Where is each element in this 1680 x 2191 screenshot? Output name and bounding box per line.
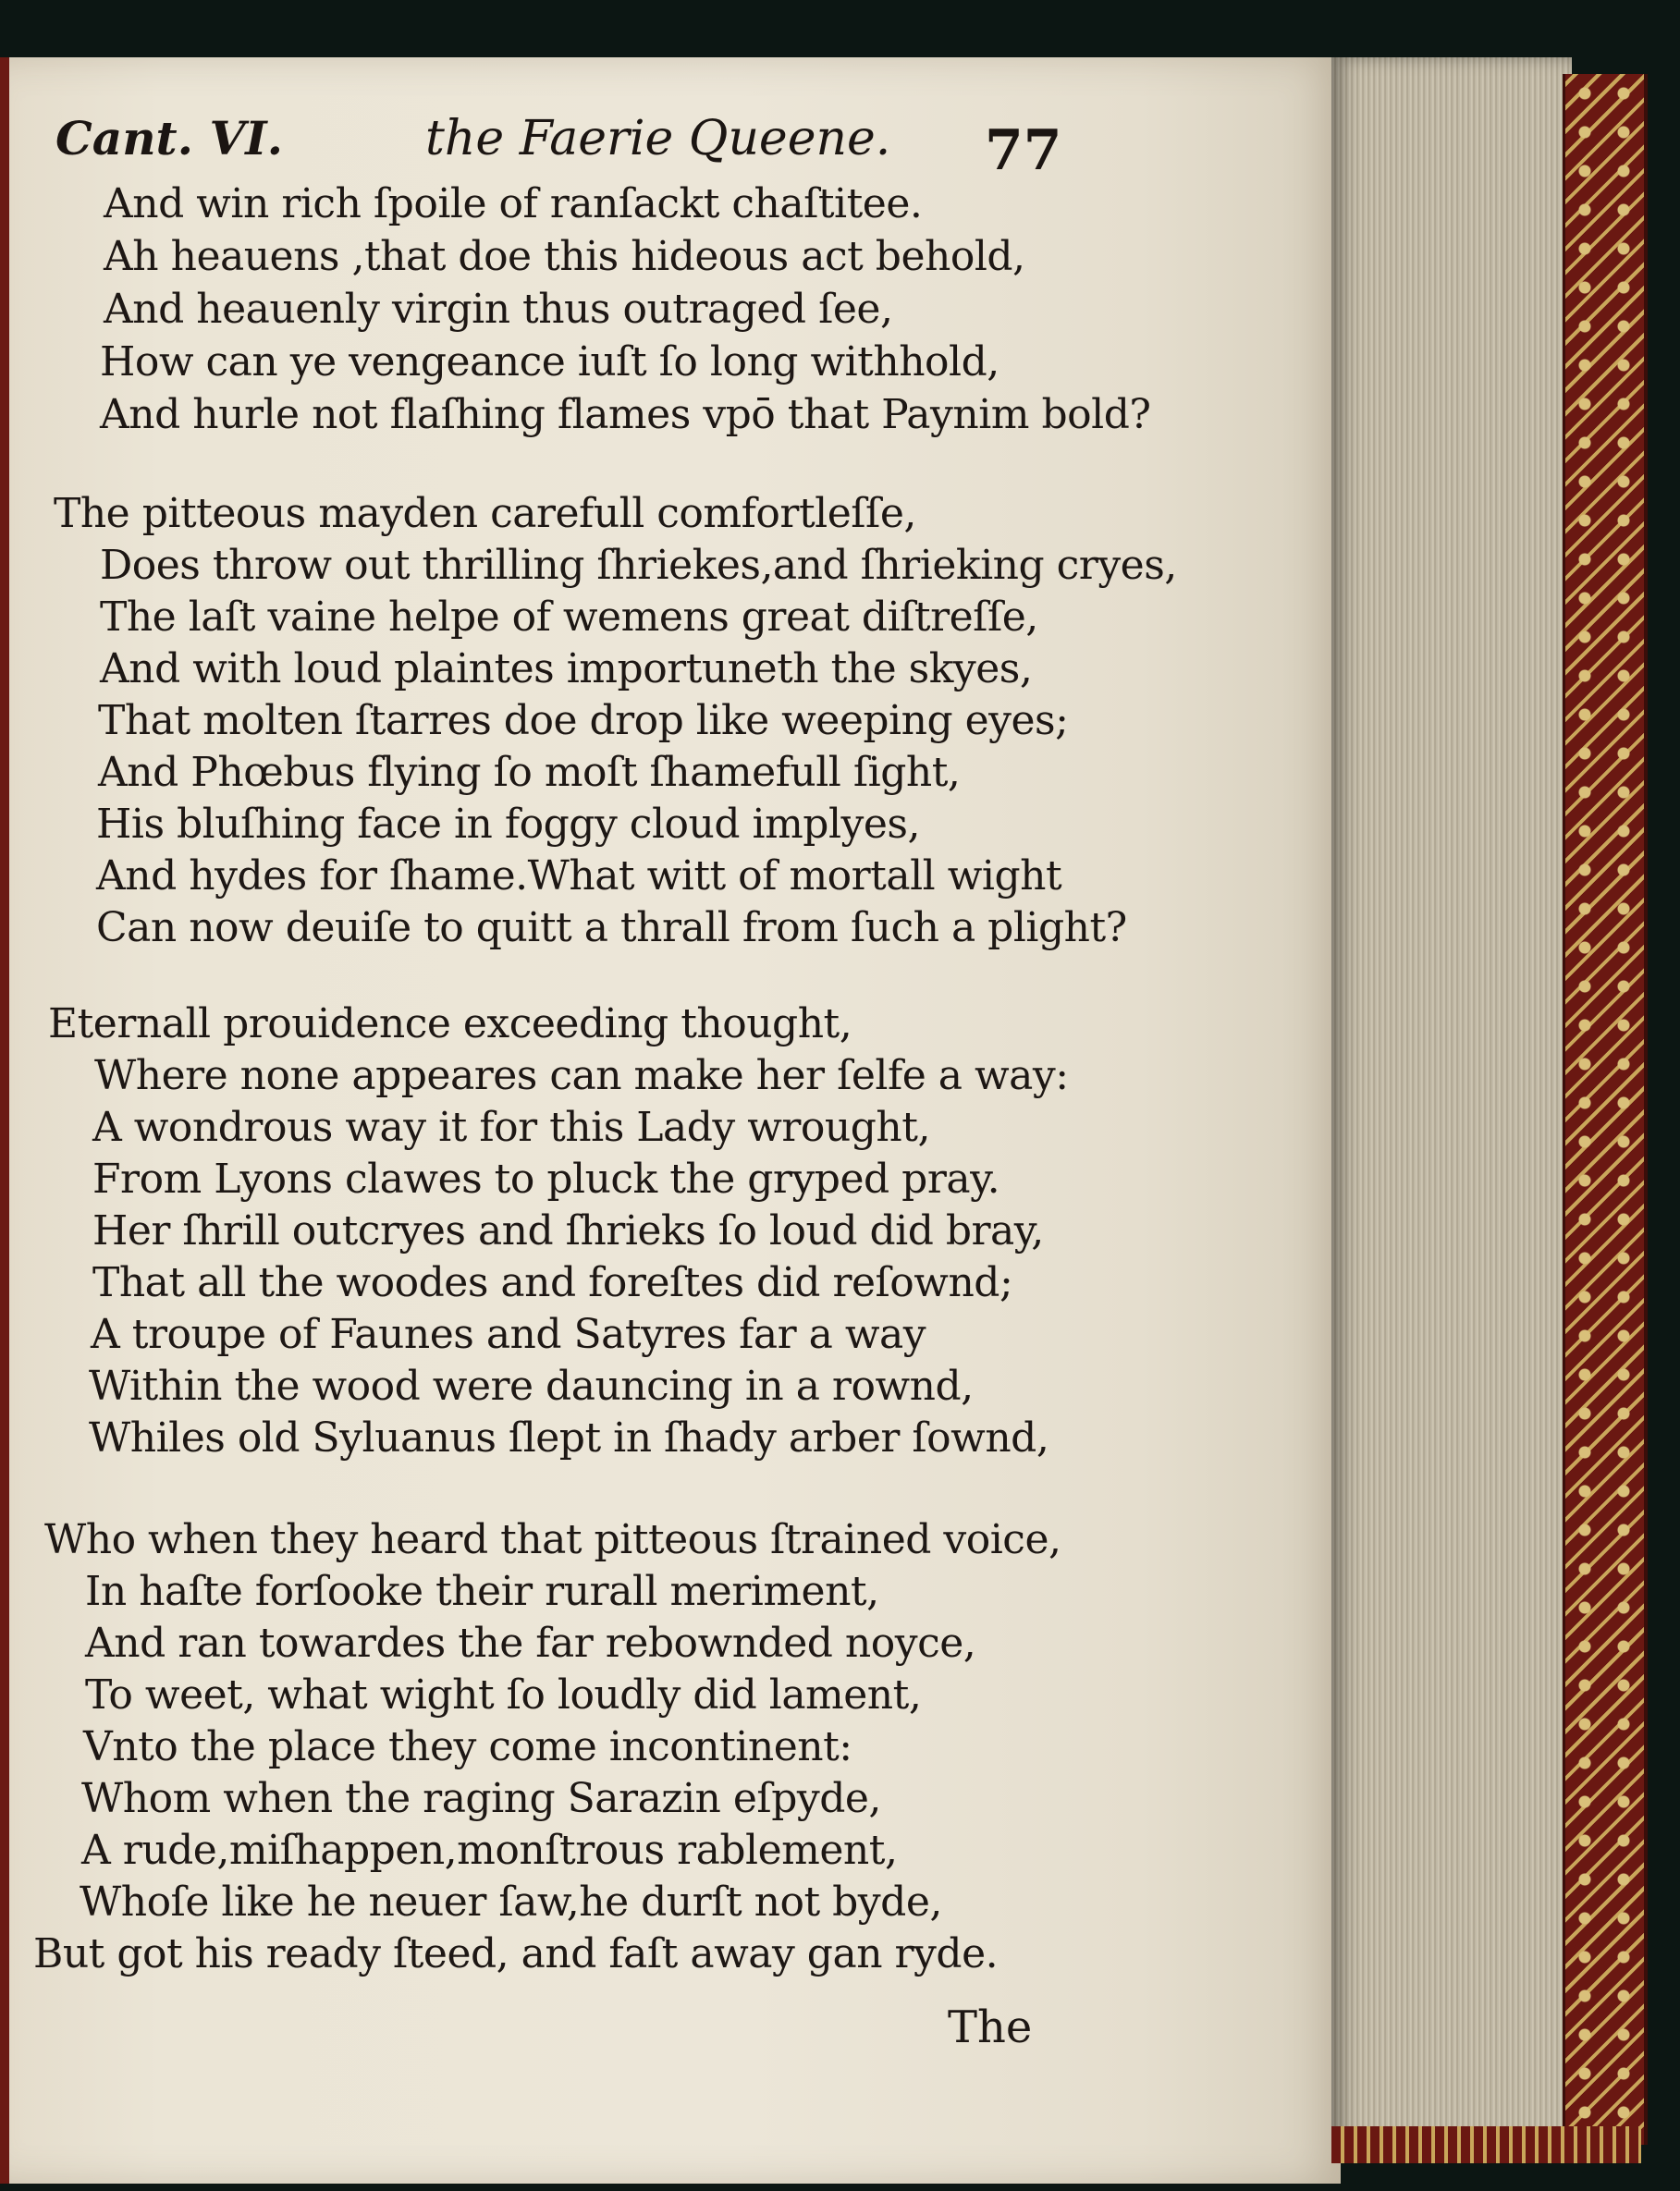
verse-line: And hurle not flaſhing flames vpō that Paynim bold? — [100, 391, 1151, 438]
verse-line: Who when they heard that pitteous ſtrained voice, — [44, 1516, 1061, 1563]
verse-line: From Lyons clawes to pluck the gryped pray. — [92, 1156, 1000, 1203]
decorative-binding-bottom — [1331, 2126, 1641, 2163]
verse-line: The laſt vaine helpe of wemens great diſtreſſe, — [100, 594, 1038, 641]
verse-line: Ah heauens ,that doe this hideous act behold, — [104, 233, 1025, 280]
page-left-edge — [0, 57, 9, 2184]
verse-line: And win rich ſpoile of ranſackt chaſtitee. — [104, 180, 923, 227]
page-fore-edge — [1331, 57, 1572, 2156]
verse-line: But got his ready ſteed, and faſt away gan ryde. — [33, 1930, 999, 1977]
verse-line: That all the woodes and foreſtes did reſownd; — [92, 1259, 1013, 1306]
canto-heading: Cant. VI. — [55, 111, 284, 165]
verse-line: Can now deuiſe to quitt a thrall from ſuch a plight? — [96, 904, 1127, 951]
verse-line: A troupe of Faunes and Satyres far a way — [91, 1311, 926, 1358]
verse-line: Does throw out thrilling ſhriekes,and ſhrieking cryes, — [100, 542, 1177, 589]
page-number: 77 — [985, 118, 1062, 183]
catchword: The — [948, 2001, 1033, 2053]
verse-line: A rude,miſhappen,monſtrous rablement, — [81, 1827, 898, 1874]
verse-line: That molten ſtarres doe drop like weeping eyes; — [98, 697, 1069, 744]
verse-line: Whoſe like he neuer ſaw,he durſt not byde, — [80, 1879, 942, 1926]
verse-line: Her ſhrill outcryes and ſhrieks ſo loud did bray, — [92, 1207, 1044, 1255]
verse-line: Vnto the place they come incontinent: — [83, 1723, 852, 1770]
verse-line: His bluſhing face in foggy cloud implyes, — [96, 801, 920, 848]
verse-line: Whom when the raging Sarazin eſpyde, — [81, 1775, 881, 1822]
verse-line: Within the wood were dauncing in a rownd, — [89, 1363, 974, 1410]
verse-line: And with loud plaintes importuneth the skyes, — [100, 645, 1033, 692]
verse-line: And Phœbus flying ſo moſt ſhamefull ſight, — [98, 749, 961, 796]
verse-line: In haſte forſooke their rurall meriment, — [85, 1568, 879, 1615]
verse-line: And heauenly virgin thus outraged ſee, — [104, 286, 893, 333]
verse-line: How can ye vengeance iuſt ſo long withhold, — [100, 338, 999, 386]
decorative-binding-edge — [1563, 74, 1648, 2145]
verse-line: And hydes for ſhame.What witt of mortall wight — [96, 852, 1062, 900]
verse-line: Where none appeares can make her ſelfe a way: — [94, 1052, 1069, 1099]
verse-line: The pitteous mayden carefull comfortleſſe, — [54, 490, 916, 537]
verse-line: Eternall prouidence exceeding thought, — [48, 1000, 852, 1047]
verse-line: And ran towardes the far rebownded noyce, — [85, 1620, 976, 1667]
verse-line: To weet, what wight ſo loudly did lament, — [85, 1671, 922, 1719]
verse-line: Whiles old Syluanus ſlept in ſhady arber ſownd, — [89, 1414, 1049, 1462]
verse-line: A wondrous way it for this Lady wrought, — [92, 1104, 930, 1151]
running-title: the Faerie Queene. — [425, 111, 891, 166]
